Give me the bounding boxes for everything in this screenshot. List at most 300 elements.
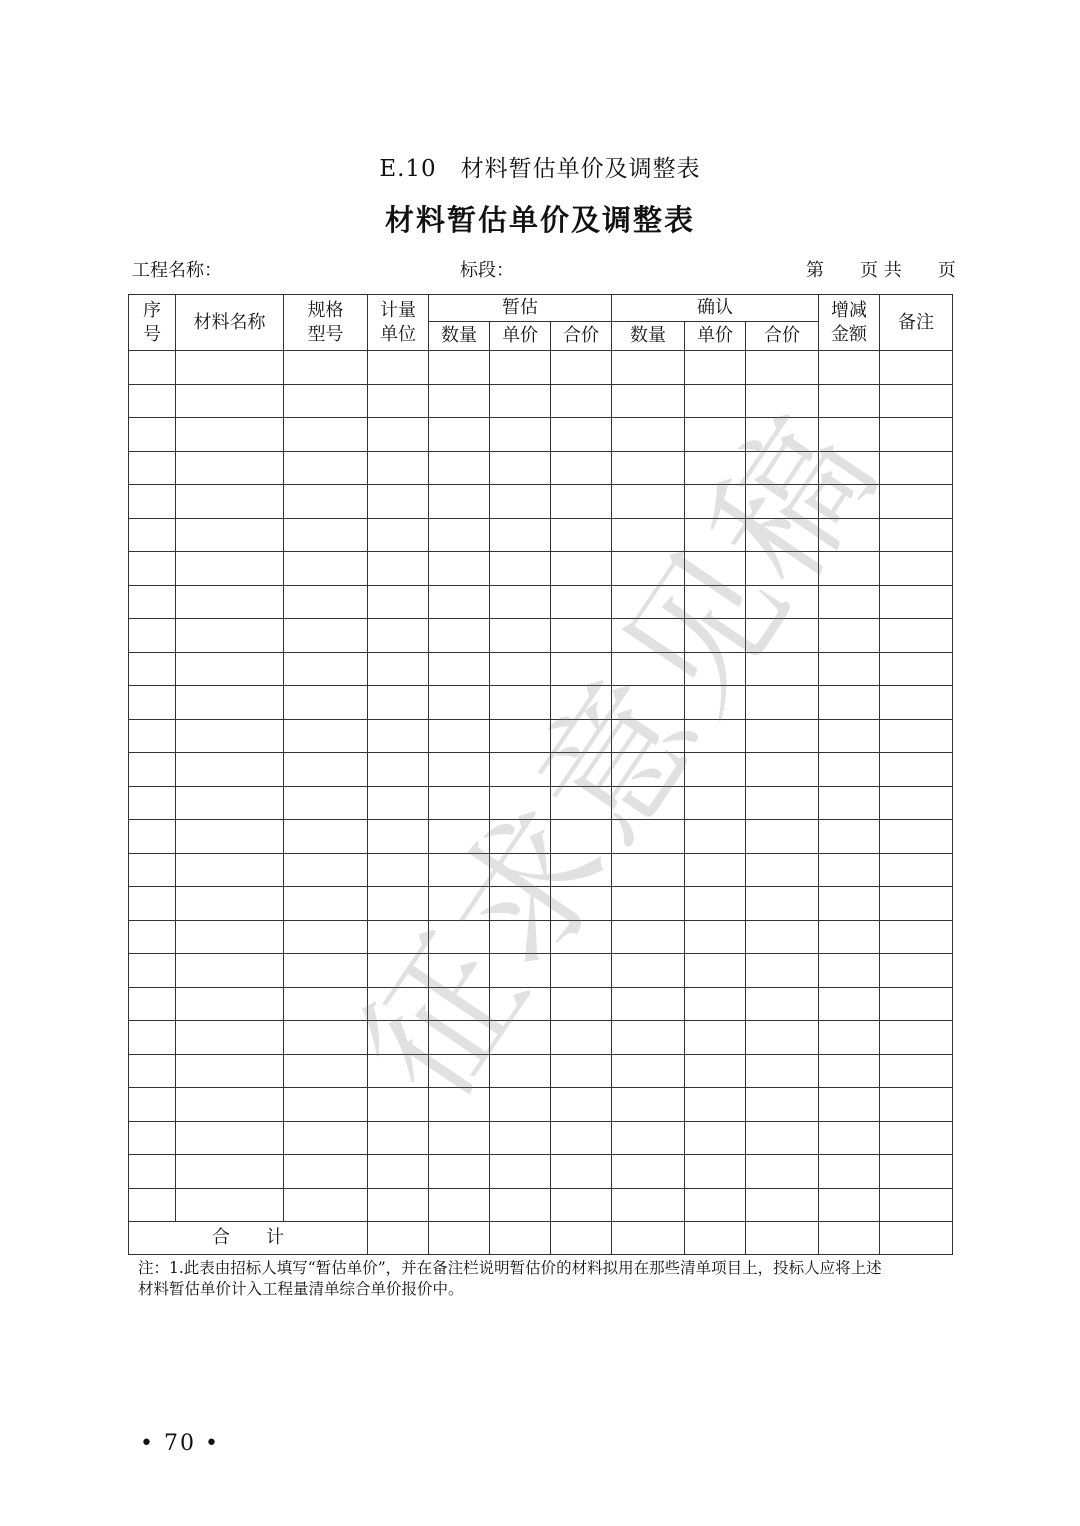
table-cell xyxy=(284,786,368,820)
table-cell xyxy=(612,753,685,787)
table-cell xyxy=(746,920,819,954)
table-cell xyxy=(819,585,880,619)
table-cell xyxy=(284,1088,368,1122)
table-cell xyxy=(551,1121,612,1155)
table-row xyxy=(129,619,953,653)
table-cell xyxy=(551,987,612,1021)
table-cell xyxy=(429,786,490,820)
table-cell xyxy=(284,351,368,385)
table-cell xyxy=(551,451,612,485)
table-cell xyxy=(368,1121,429,1155)
table-cell xyxy=(129,518,176,552)
table-cell xyxy=(490,451,551,485)
table-cell xyxy=(429,753,490,787)
table-cell xyxy=(819,552,880,586)
table-cell xyxy=(746,1088,819,1122)
table-cell xyxy=(685,384,746,418)
table-cell xyxy=(490,585,551,619)
table-cell xyxy=(129,786,176,820)
table-cell xyxy=(819,853,880,887)
table-cell xyxy=(129,820,176,854)
table-cell xyxy=(284,585,368,619)
table-cell xyxy=(880,1222,953,1255)
confirm-total-header: 合价 xyxy=(746,322,819,351)
col-spec-header: 规格 型号 xyxy=(284,295,368,351)
table-cell xyxy=(490,853,551,887)
table-cell xyxy=(284,418,368,452)
table-cell xyxy=(490,954,551,988)
table-cell xyxy=(685,1222,746,1255)
table-cell xyxy=(490,351,551,385)
table-cell xyxy=(129,1188,176,1222)
table-cell xyxy=(551,1054,612,1088)
table-row xyxy=(129,1054,953,1088)
table-cell xyxy=(490,485,551,519)
table-cell xyxy=(284,652,368,686)
table-cell xyxy=(685,585,746,619)
table-cell xyxy=(490,820,551,854)
table-cell xyxy=(429,418,490,452)
table-cell xyxy=(551,1088,612,1122)
table-cell xyxy=(490,1121,551,1155)
draft-watermark: 征求意见稿 xyxy=(330,385,911,1130)
table-cell xyxy=(129,719,176,753)
table-cell xyxy=(819,1021,880,1055)
table-cell xyxy=(880,987,953,1021)
table-cell xyxy=(129,920,176,954)
table-cell xyxy=(284,954,368,988)
table-cell xyxy=(551,753,612,787)
table-cell xyxy=(819,351,880,385)
table-row xyxy=(129,954,953,988)
table-cell xyxy=(685,552,746,586)
table-cell xyxy=(612,1222,685,1255)
total-row xyxy=(129,1222,953,1255)
table-cell xyxy=(746,652,819,686)
table-cell xyxy=(129,351,176,385)
table-cell xyxy=(612,552,685,586)
col-unit-header: 计量 单位 xyxy=(368,295,429,351)
table-cell xyxy=(612,1088,685,1122)
col-remark-header: 备注 xyxy=(880,295,953,351)
table-cell xyxy=(819,384,880,418)
table-cell xyxy=(880,652,953,686)
table-cell xyxy=(551,652,612,686)
table-cell xyxy=(284,1054,368,1088)
table-cell xyxy=(129,1021,176,1055)
table-cell xyxy=(429,1222,490,1255)
table-cell xyxy=(429,1121,490,1155)
table-cell xyxy=(685,652,746,686)
table-cell xyxy=(551,820,612,854)
col-seq-header: 序 号 xyxy=(129,295,176,351)
table-cell xyxy=(819,652,880,686)
table-cell xyxy=(551,351,612,385)
table-cell xyxy=(819,686,880,720)
table-cell xyxy=(429,820,490,854)
table-cell xyxy=(368,987,429,1021)
table-cell xyxy=(880,753,953,787)
table-cell xyxy=(129,485,176,519)
table-cell xyxy=(551,1188,612,1222)
table-cell xyxy=(429,351,490,385)
table-cell xyxy=(746,1188,819,1222)
table-row xyxy=(129,1088,953,1122)
table-cell xyxy=(490,1021,551,1055)
table-cell xyxy=(880,786,953,820)
table-cell xyxy=(368,1021,429,1055)
col-diff-header: 增减 金额 xyxy=(819,295,880,351)
table-cell xyxy=(551,1021,612,1055)
table-row xyxy=(129,1121,953,1155)
estimate-qty-header: 数量 xyxy=(429,322,490,351)
table-cell xyxy=(746,451,819,485)
table-cell xyxy=(819,485,880,519)
table-cell xyxy=(819,920,880,954)
table-cell xyxy=(819,1155,880,1189)
table-cell xyxy=(284,1121,368,1155)
table-cell xyxy=(490,418,551,452)
table-cell xyxy=(746,954,819,988)
table-cell xyxy=(612,418,685,452)
table-cell xyxy=(746,820,819,854)
table-cell xyxy=(368,820,429,854)
table-cell xyxy=(551,954,612,988)
table-cell xyxy=(429,853,490,887)
table-cell xyxy=(551,485,612,519)
table-row xyxy=(129,820,953,854)
confirm-qty-header: 数量 xyxy=(612,322,685,351)
table-cell xyxy=(551,686,612,720)
table-cell xyxy=(368,585,429,619)
table-cell xyxy=(368,652,429,686)
table-cell xyxy=(490,887,551,921)
table-row xyxy=(129,518,953,552)
table-cell xyxy=(129,987,176,1021)
table-row xyxy=(129,652,953,686)
confirm-price-header: 单价 xyxy=(685,322,746,351)
table-cell xyxy=(819,954,880,988)
table-cell xyxy=(746,853,819,887)
table-cell xyxy=(685,1188,746,1222)
table-cell xyxy=(284,384,368,418)
table-cell xyxy=(819,719,880,753)
table-cell xyxy=(746,585,819,619)
table-cell xyxy=(612,451,685,485)
table-cell xyxy=(368,485,429,519)
table-cell xyxy=(176,887,284,921)
table-cell xyxy=(685,485,746,519)
table-cell xyxy=(685,954,746,988)
table-cell xyxy=(880,619,953,653)
table-row xyxy=(129,987,953,1021)
table-cell xyxy=(880,686,953,720)
table-cell xyxy=(612,1021,685,1055)
table-cell xyxy=(129,753,176,787)
table-cell xyxy=(129,1088,176,1122)
table-cell xyxy=(129,585,176,619)
table-cell xyxy=(685,518,746,552)
table-cell xyxy=(880,954,953,988)
table-cell xyxy=(429,1088,490,1122)
table-cell xyxy=(746,786,819,820)
table-row xyxy=(129,853,953,887)
table-cell xyxy=(368,853,429,887)
table-cell xyxy=(429,652,490,686)
table-cell xyxy=(490,987,551,1021)
table-cell xyxy=(368,719,429,753)
table-cell xyxy=(819,518,880,552)
table-row xyxy=(129,485,953,519)
table-cell xyxy=(880,887,953,921)
table-cell xyxy=(551,786,612,820)
table-body xyxy=(129,351,953,1255)
table-cell xyxy=(490,786,551,820)
table-cell xyxy=(284,1155,368,1189)
table-cell xyxy=(129,686,176,720)
table-cell xyxy=(685,920,746,954)
table-cell xyxy=(176,686,284,720)
table-cell xyxy=(880,820,953,854)
table-cell xyxy=(490,920,551,954)
table-cell xyxy=(880,719,953,753)
table-cell xyxy=(685,451,746,485)
table-cell xyxy=(176,1121,284,1155)
table-cell xyxy=(284,753,368,787)
table-row xyxy=(129,887,953,921)
table-cell xyxy=(490,518,551,552)
table-cell xyxy=(819,619,880,653)
table-cell xyxy=(746,1121,819,1155)
table-cell xyxy=(685,853,746,887)
table-cell xyxy=(612,820,685,854)
table-cell xyxy=(129,451,176,485)
table-cell xyxy=(746,485,819,519)
table-cell xyxy=(685,1021,746,1055)
table-cell xyxy=(429,1188,490,1222)
table-cell xyxy=(429,1155,490,1189)
table-cell xyxy=(685,719,746,753)
table-cell xyxy=(368,1088,429,1122)
table-cell xyxy=(880,1121,953,1155)
table-row xyxy=(129,686,953,720)
table-cell xyxy=(129,552,176,586)
table-cell xyxy=(368,418,429,452)
table-cell xyxy=(284,887,368,921)
table-cell xyxy=(429,384,490,418)
table-cell xyxy=(490,686,551,720)
table-cell xyxy=(612,485,685,519)
table-cell xyxy=(368,1054,429,1088)
table-cell xyxy=(746,987,819,1021)
col-material-name-header: 材料名称 xyxy=(176,295,284,351)
table-cell xyxy=(819,1054,880,1088)
table-cell xyxy=(551,1222,612,1255)
table-cell xyxy=(685,987,746,1021)
table-cell xyxy=(612,1054,685,1088)
table-cell xyxy=(176,418,284,452)
table-cell xyxy=(368,518,429,552)
table-cell xyxy=(685,686,746,720)
table-cell xyxy=(368,1188,429,1222)
table-cell xyxy=(746,1155,819,1189)
footnote xyxy=(138,1258,948,1300)
table-cell xyxy=(176,1021,284,1055)
table-cell xyxy=(176,1088,284,1122)
table-row xyxy=(129,585,953,619)
table-row xyxy=(129,920,953,954)
table-cell xyxy=(429,920,490,954)
table-row xyxy=(129,418,953,452)
table-cell xyxy=(880,920,953,954)
table-cell xyxy=(612,719,685,753)
table-cell xyxy=(880,384,953,418)
table-cell xyxy=(284,485,368,519)
table-cell xyxy=(746,753,819,787)
table-cell xyxy=(284,619,368,653)
table-cell xyxy=(284,1021,368,1055)
table-cell xyxy=(819,987,880,1021)
table-cell xyxy=(429,686,490,720)
table-cell xyxy=(746,1021,819,1055)
table-cell xyxy=(429,954,490,988)
table-cell xyxy=(176,585,284,619)
table-row xyxy=(129,351,953,385)
table-cell xyxy=(746,887,819,921)
table-cell xyxy=(129,652,176,686)
table-cell xyxy=(429,719,490,753)
table-cell xyxy=(490,619,551,653)
table-cell xyxy=(880,1155,953,1189)
table-cell xyxy=(429,552,490,586)
table-cell xyxy=(612,652,685,686)
table-cell xyxy=(490,1054,551,1088)
table-row xyxy=(129,786,953,820)
table-cell xyxy=(880,552,953,586)
table-cell xyxy=(284,686,368,720)
table-cell xyxy=(284,853,368,887)
page-count-label: 第 页 共 页 xyxy=(806,260,956,281)
table-cell xyxy=(685,820,746,854)
table-cell xyxy=(368,786,429,820)
table-cell xyxy=(819,1088,880,1122)
table-cell xyxy=(490,719,551,753)
table-cell xyxy=(551,518,612,552)
table-cell xyxy=(429,451,490,485)
table-cell xyxy=(880,1188,953,1222)
table-cell xyxy=(176,451,284,485)
table-cell xyxy=(819,451,880,485)
table-cell xyxy=(819,1121,880,1155)
table-cell xyxy=(129,384,176,418)
table-cell xyxy=(429,585,490,619)
estimate-price-header: 单价 xyxy=(490,322,551,351)
table-cell xyxy=(490,1188,551,1222)
table-cell xyxy=(368,920,429,954)
table-cell xyxy=(429,987,490,1021)
table-cell xyxy=(746,418,819,452)
table-cell xyxy=(880,853,953,887)
total-label: 合 计 xyxy=(129,1222,368,1255)
table-cell xyxy=(746,619,819,653)
table-cell xyxy=(368,887,429,921)
table-cell xyxy=(368,1155,429,1189)
table-cell xyxy=(129,954,176,988)
table-cell xyxy=(746,351,819,385)
table-cell xyxy=(612,853,685,887)
table-cell xyxy=(551,384,612,418)
table-cell xyxy=(612,954,685,988)
table-cell xyxy=(746,518,819,552)
table-cell xyxy=(176,920,284,954)
table-cell xyxy=(284,451,368,485)
section-label: 标段： xyxy=(460,260,514,281)
table-row xyxy=(129,1021,953,1055)
table-cell xyxy=(880,485,953,519)
table-cell xyxy=(746,1054,819,1088)
table-row xyxy=(129,384,953,418)
table-cell xyxy=(551,619,612,653)
table-cell xyxy=(429,485,490,519)
table-cell xyxy=(129,1121,176,1155)
table-cell xyxy=(612,920,685,954)
table-cell xyxy=(176,1155,284,1189)
table-cell xyxy=(429,887,490,921)
table-cell xyxy=(746,384,819,418)
table-cell xyxy=(746,1222,819,1255)
table-cell xyxy=(176,552,284,586)
table-cell xyxy=(176,853,284,887)
table-cell xyxy=(880,1054,953,1088)
table-cell xyxy=(819,887,880,921)
table-cell xyxy=(685,1121,746,1155)
table-row xyxy=(129,1188,953,1222)
table-row xyxy=(129,1155,953,1189)
table-cell xyxy=(612,619,685,653)
table-cell xyxy=(429,1021,490,1055)
table-cell xyxy=(880,1021,953,1055)
table-cell xyxy=(490,1088,551,1122)
table-cell xyxy=(284,987,368,1021)
table-cell xyxy=(612,987,685,1021)
table-cell xyxy=(612,1188,685,1222)
project-name-label: 工程名称： xyxy=(132,260,222,281)
table-cell xyxy=(746,686,819,720)
table-cell xyxy=(490,384,551,418)
table-cell xyxy=(880,351,953,385)
table-cell xyxy=(284,552,368,586)
table-cell xyxy=(490,652,551,686)
table-cell xyxy=(490,753,551,787)
table-cell xyxy=(284,820,368,854)
section-subtitle: E.10 材料暂估单价及调整表 xyxy=(379,156,701,182)
table-cell xyxy=(176,652,284,686)
table-cell xyxy=(176,820,284,854)
confirm-group-header: 确认 xyxy=(612,295,819,322)
table-cell xyxy=(176,485,284,519)
table-cell xyxy=(551,719,612,753)
estimate-group-header: 暂估 xyxy=(429,295,612,322)
table-cell xyxy=(176,351,284,385)
table-cell xyxy=(429,518,490,552)
material-price-table xyxy=(128,294,953,1255)
table-cell xyxy=(685,619,746,653)
table-cell xyxy=(176,719,284,753)
table-cell xyxy=(284,518,368,552)
table-cell xyxy=(880,585,953,619)
table-cell xyxy=(612,518,685,552)
table-row xyxy=(129,552,953,586)
